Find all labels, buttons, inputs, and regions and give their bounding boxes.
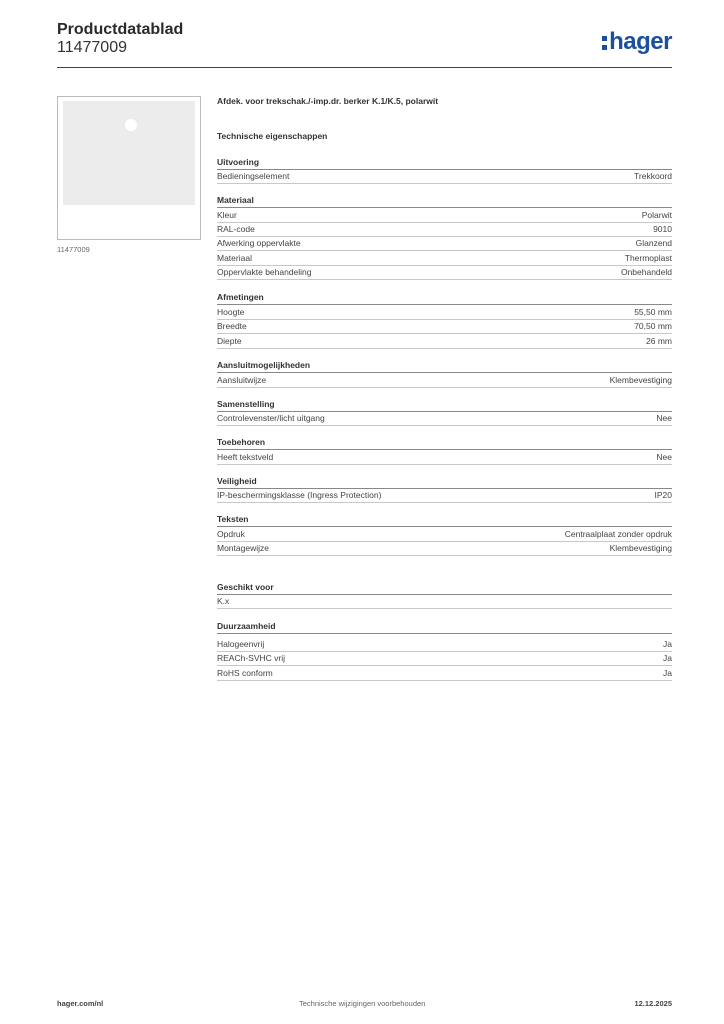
spec-label: Oppervlakte behandeling [217,267,312,277]
section-heading-uitvoering: Uitvoering [217,156,672,170]
spec-value: Polarwit [641,210,672,220]
spec-row [217,373,672,388]
spec-value: Glanzend [635,238,672,248]
document-title: Productdatablad [57,21,184,38]
spec-label: Afwerking oppervlakte [217,238,301,248]
product-image [57,96,201,240]
spec-value: Ja [663,639,672,649]
section-heading-duurzaamheid: Duurzaamheid [217,620,672,634]
hager-logo [602,28,672,56]
spec-value: Nee [656,452,672,462]
spec-row [217,265,672,280]
spec-row [217,411,672,426]
spec-value: Ja [663,653,672,663]
spec-label: Diepte [217,336,242,346]
spec-value: Klembevestiging [609,375,672,385]
product-description: Afdek. voor trekschak./-imp.dr. berker K.1/K.5, polarwit [217,96,439,106]
spec-row [217,541,672,556]
spec-row [217,450,672,465]
spec-value: Ja [663,668,672,678]
spec-row [217,208,672,223]
spec-row [217,527,672,542]
footer-date: 12.12.2025 [634,999,672,1008]
spec-row [217,251,672,266]
spec-row [217,334,672,349]
spec-label: REACh-SVHC vrij [217,653,286,663]
spec-label: Montagewijze [217,543,269,553]
section-heading-toebehoren: Toebehoren [217,436,672,450]
spec-value: 70,50 mm [634,321,672,331]
website-link[interactable]: hager.com/nl [57,999,104,1008]
section-heading-afmetingen: Afmetingen [217,291,672,305]
section-heading-materiaal: Materiaal [217,194,672,208]
section-heading-teksten: Teksten [217,513,672,527]
spec-row [217,319,672,334]
spec-row [217,169,672,184]
spec-label: Heeft tekstveld [217,452,274,462]
spec-label: Hoogte [217,307,245,317]
section-heading-aansluitmogelijkheden: Aansluitmogelijkheden [217,359,672,373]
spec-value: 9010 [653,224,672,234]
spec-label: K.x [217,596,230,606]
spec-row [217,488,672,503]
cord-hole [125,119,137,131]
header-divider [57,67,672,68]
spec-row [217,236,672,251]
spec-value: Trekkoord [634,171,672,181]
logo-text: hager [609,28,672,55]
spec-row [217,651,672,666]
spec-value: 55,50 mm [634,307,672,317]
section-heading-geschikt-voor: Geschikt voor [217,581,672,595]
spec-label: Opdruk [217,529,245,539]
spec-label: Controlevenster/licht uitgang [217,413,325,423]
spec-value: IP20 [654,490,672,500]
footer-notice: Technische wijzigingen voorbehouden [299,999,426,1008]
spec-value: 26 mm [646,336,672,346]
spec-label: Materiaal [217,253,252,263]
spec-value: Klembevestiging [609,543,672,553]
cover-plate-picture [63,101,195,205]
spec-row [217,305,672,320]
image-caption: 11477009 [57,245,90,254]
spec-label: Bedieningselement [217,171,290,181]
spec-label: Breedte [217,321,247,331]
section-heading-samenstelling: Samenstelling [217,398,672,412]
spec-label: RoHS conform [217,668,273,678]
spec-label: IP-beschermingsklasse (Ingress Protection) [217,490,382,500]
spec-value: Onbehandeld [620,267,672,277]
spec-row [217,222,672,237]
spec-value: Nee [656,413,672,423]
spec-value: Thermoplast [624,253,672,263]
spec-label: RAL-code [217,224,255,234]
spec-row [217,666,672,681]
section-heading-veiligheid: Veiligheid [217,475,672,489]
spec-value: Centraalplaat zonder opdruk [564,529,672,539]
spec-label: Kleur [217,210,237,220]
spec-row [217,594,672,609]
technical-properties-title: Technische eigenschappen [217,131,328,141]
spec-label: Aansluitwijze [217,375,267,385]
spec-row [217,637,672,652]
product-number: 11477009 [57,39,127,56]
logo-dots-icon [602,36,607,50]
spec-label: Halogeenvrij [217,639,265,649]
